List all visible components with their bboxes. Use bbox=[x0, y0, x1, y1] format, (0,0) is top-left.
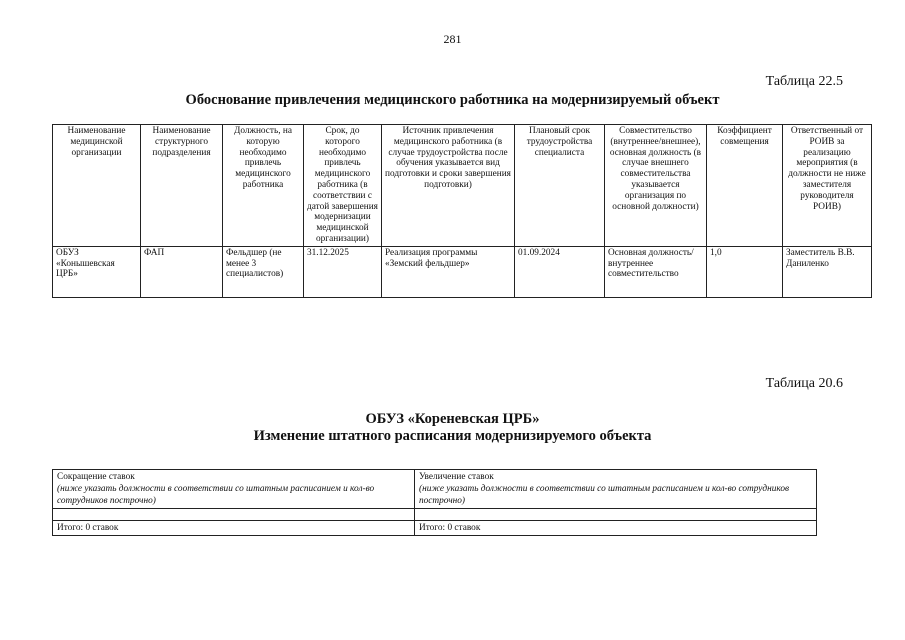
table-cell: 01.09.2024 bbox=[515, 246, 605, 297]
table-cell: 31.12.2025 bbox=[304, 246, 382, 297]
table-22-5-title: Обоснование привлечения медицинского работника на модернизируемый объект bbox=[185, 92, 720, 108]
table-cell: ОБУЗ «Конышевская ЦРБ» bbox=[53, 246, 141, 297]
staffing-change-table bbox=[52, 469, 817, 536]
table-cell: Реализация программы «Земский фельдшер» bbox=[382, 246, 515, 297]
increase-hint: (ниже указать должности в соответствии со штатным расписанием и кол-во сотрудников построчно) bbox=[419, 484, 790, 506]
table-cell: Основная должность/внутреннее совместительство bbox=[605, 246, 707, 297]
header-cell: Срок, до которого необходимо привлечь медицинского работника (в соответствии с датой завершения модернизации медицинской организации) bbox=[304, 125, 382, 247]
reduction-heading: Сокращение ставок bbox=[57, 472, 135, 482]
empty-row bbox=[53, 509, 817, 521]
header-cell: Коэффициент совмещения bbox=[707, 125, 783, 247]
header-cell: Источник привлечения медицинского работника (в случае трудоустройства после обучения указывается вид подготовки и сроки завершения подготовки) bbox=[382, 125, 515, 247]
header-cell: Совместительство (внутреннее/внешнее), основная должность (в случае внешнего совместительства указывается организация по основной должности) bbox=[605, 125, 707, 247]
total-row bbox=[53, 521, 817, 536]
table-cell: Заместитель В.В. Даниленко bbox=[783, 246, 872, 297]
table-cell bbox=[53, 509, 415, 521]
staff-justification-table bbox=[52, 124, 872, 298]
increase-header-cell bbox=[415, 470, 817, 509]
header-cell: Ответственный от РОИВ за реализацию мероприятия (в должности не ниже заместителя руководителя РОИВ) bbox=[783, 125, 872, 247]
table-20-6-label: Таблица 20.6 bbox=[765, 376, 843, 391]
table-20-6-title: Изменение штатного расписания модернизируемого объекта bbox=[253, 428, 652, 444]
page-number: 281 bbox=[443, 32, 462, 46]
table-cell bbox=[415, 509, 817, 521]
table-row bbox=[53, 246, 872, 297]
increase-total: Итого: 0 ставок bbox=[415, 521, 817, 536]
increase-heading: Увеличение ставок bbox=[419, 472, 494, 482]
reduction-header-cell bbox=[53, 470, 415, 509]
table-cell: ФАП bbox=[141, 246, 223, 297]
reduction-hint: (ниже указать должности в соответствии со штатным расписанием и кол-во сотрудников построчно) bbox=[57, 484, 375, 506]
header-cell: Должность, на которую необходимо привлечь медицинского работника bbox=[223, 125, 304, 247]
table-cell: 1,0 bbox=[707, 246, 783, 297]
header-cell: Наименование структурного подразделения bbox=[141, 125, 223, 247]
table-cell: Фельдшер (не менее 3 специалистов) bbox=[223, 246, 304, 297]
table-header-row bbox=[53, 470, 817, 509]
header-cell: Плановый срок трудоустройства специалиста bbox=[515, 125, 605, 247]
reduction-total: Итого: 0 ставок bbox=[53, 521, 415, 536]
organization-title: ОБУЗ «Кореневская ЦРБ» bbox=[365, 411, 540, 427]
header-cell: Наименование медицинской организации bbox=[53, 125, 141, 247]
table-22-5-label: Таблица 22.5 bbox=[765, 74, 843, 89]
table-header-row bbox=[53, 125, 872, 247]
